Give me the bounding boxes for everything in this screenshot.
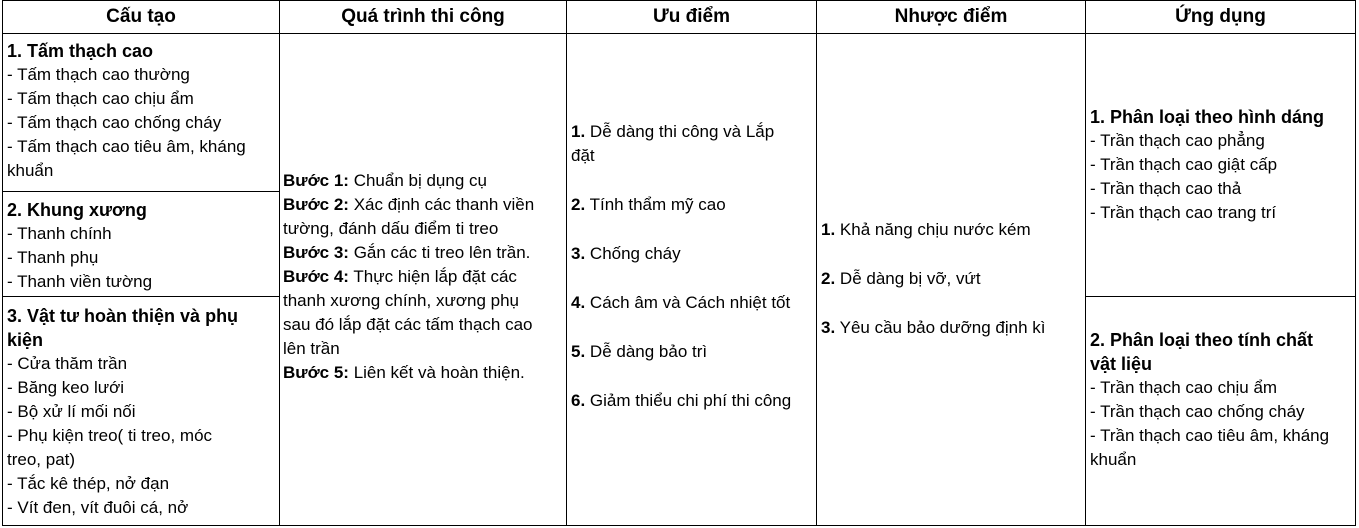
item-number: 1. xyxy=(571,122,586,141)
column-divider-3 xyxy=(816,0,817,526)
step-text-continued: tường, đánh dấu điểm ti treo xyxy=(283,219,499,238)
qua-trinh-cell xyxy=(283,169,565,385)
advantage-1-continued: đặt xyxy=(571,146,595,165)
disadvantage-1 xyxy=(821,218,1083,242)
cau-tao-group-2 xyxy=(7,198,277,294)
cau-tao-group-1 xyxy=(7,39,277,183)
list-item: - Tấm thạch cao thường xyxy=(7,65,190,84)
cau-tao-group-1-title: 1. Tấm thạch cao xyxy=(7,41,154,61)
list-item: - Tấm thạch cao chịu ẩm xyxy=(7,89,194,108)
nhuoc-diem-cell xyxy=(821,218,1083,340)
list-item: khuẩn xyxy=(1090,450,1137,469)
list-item: - Thanh viền tường xyxy=(7,272,153,291)
table-border-bottom xyxy=(2,525,1355,526)
list-item: khuẩn xyxy=(7,161,54,180)
step-3 xyxy=(283,241,565,265)
list-item: - Tấm thạch cao tiêu âm, kháng xyxy=(7,137,246,156)
list-item: - Băng keo lưới xyxy=(7,378,125,397)
item-number: 3. xyxy=(821,318,836,337)
step-text: Liên kết và hoàn thiện. xyxy=(348,363,525,382)
step-4 xyxy=(283,265,565,289)
list-item: - Tắc kê thép, nở đạn xyxy=(7,474,170,493)
ung-dung-group-2 xyxy=(1090,328,1354,472)
step-text: Xác định các thanh viền xyxy=(348,195,535,214)
step-label: Bước 2: xyxy=(283,195,349,214)
column-divider-2 xyxy=(566,0,567,526)
advantage-1 xyxy=(571,120,815,144)
header-divider xyxy=(2,33,1355,34)
item-text: Khả năng chịu nước kém xyxy=(835,220,1031,239)
header-ung-dung: Ứng dụng xyxy=(1175,6,1266,27)
item-number: 1. xyxy=(821,220,836,239)
list-item: - Trần thạch cao chống cháy xyxy=(1090,402,1305,421)
row-divider-cautao-1 xyxy=(2,191,279,192)
list-item: - Trần thạch cao phẳng xyxy=(1090,131,1265,150)
item-number: 4. xyxy=(571,293,586,312)
item-text: Yêu cầu bảo dưỡng định kì xyxy=(835,318,1046,337)
header-cau-tao: Cấu tạo xyxy=(106,6,176,27)
step-label: Bước 4: xyxy=(283,267,349,286)
cau-tao-group-2-title: 2. Khung xương xyxy=(7,200,147,220)
list-item: - Thanh chính xyxy=(7,224,112,243)
ung-dung-group-1 xyxy=(1090,105,1354,225)
list-item: - Vít đen, vít đuôi cá, nở xyxy=(7,498,189,517)
step-text: Chuẩn bị dụng cụ xyxy=(348,171,487,190)
step-text-continued: lên trần xyxy=(283,339,340,358)
uu-diem-cell xyxy=(571,120,815,413)
ung-dung-group-2-title-line-2: vật liệu xyxy=(1090,354,1153,374)
advantage-6 xyxy=(571,389,815,413)
list-item: - Trần thạch cao thả xyxy=(1090,179,1242,198)
step-label: Bước 5: xyxy=(283,363,349,382)
advantage-2 xyxy=(571,193,815,217)
step-label: Bước 3: xyxy=(283,243,349,262)
list-item: - Trần thạch cao chịu ẩm xyxy=(1090,378,1278,397)
item-text: Giảm thiểu chi phí thi công xyxy=(585,391,792,410)
table-border-left xyxy=(2,0,3,526)
advantage-5 xyxy=(571,340,815,364)
cau-tao-group-3-title-line-1: 3. Vật tư hoàn thiện và phụ xyxy=(7,306,239,326)
step-text-continued: thanh xương chính, xương phụ xyxy=(283,291,519,310)
header-nhuoc-diem: Nhược điểm xyxy=(894,6,1008,27)
list-item: - Trần thạch cao trang trí xyxy=(1090,203,1277,222)
step-2 xyxy=(283,193,565,217)
list-item: - Thanh phụ xyxy=(7,248,99,267)
item-number: 6. xyxy=(571,391,586,410)
item-number: 3. xyxy=(571,244,586,263)
item-text: Dễ dàng bảo trì xyxy=(585,342,708,361)
item-number: 2. xyxy=(821,269,836,288)
step-text-continued: sau đó lắp đặt các tấm thạch cao xyxy=(283,315,533,334)
ung-dung-group-2-title-line-1: 2. Phân loại theo tính chất xyxy=(1090,330,1314,350)
list-item: - Tấm thạch cao chống cháy xyxy=(7,113,222,132)
list-item: - Trần thạch cao giật cấp xyxy=(1090,155,1278,174)
item-text: Dễ dàng thi công và Lắp xyxy=(585,122,775,141)
disadvantage-2 xyxy=(821,267,1083,291)
list-item: treo, pat) xyxy=(7,450,76,469)
item-text: Dễ dàng bị vỡ, vứt xyxy=(835,269,981,288)
step-1 xyxy=(283,169,565,193)
ung-dung-group-1-title: 1. Phân loại theo hình dáng xyxy=(1090,107,1325,127)
step-label: Bước 1: xyxy=(283,171,349,190)
header-qua-trinh-thi-cong: Quá trình thi công xyxy=(341,6,505,27)
column-divider-1 xyxy=(279,0,280,526)
advantage-4 xyxy=(571,291,815,315)
table-border-right xyxy=(1355,0,1356,526)
row-divider-ungdung xyxy=(1085,296,1355,297)
row-divider-cautao-2 xyxy=(2,296,279,297)
item-text: Tính thẩm mỹ cao xyxy=(585,195,726,214)
list-item: - Phụ kiện treo( ti treo, móc xyxy=(7,426,213,445)
step-5 xyxy=(283,361,565,385)
cau-tao-group-3-title-line-2: kiện xyxy=(7,330,44,350)
disadvantage-3 xyxy=(821,316,1083,340)
advantage-3 xyxy=(571,242,815,266)
header-uu-diem: Ưu điểm xyxy=(653,6,730,27)
list-item: - Trần thạch cao tiêu âm, kháng xyxy=(1090,426,1330,445)
item-number: 2. xyxy=(571,195,586,214)
list-item: - Cửa thăm trần xyxy=(7,354,128,373)
item-text: Cách âm và Cách nhiệt tốt xyxy=(585,293,791,312)
list-item: - Bộ xử lí mối nối xyxy=(7,402,136,421)
step-text: Thực hiện lắp đặt các xyxy=(348,267,517,286)
column-divider-4 xyxy=(1085,0,1086,526)
cau-tao-group-3 xyxy=(7,304,277,520)
step-text: Gắn các ti treo lên trần. xyxy=(348,243,531,262)
item-number: 5. xyxy=(571,342,586,361)
item-text: Chống cháy xyxy=(585,244,681,263)
